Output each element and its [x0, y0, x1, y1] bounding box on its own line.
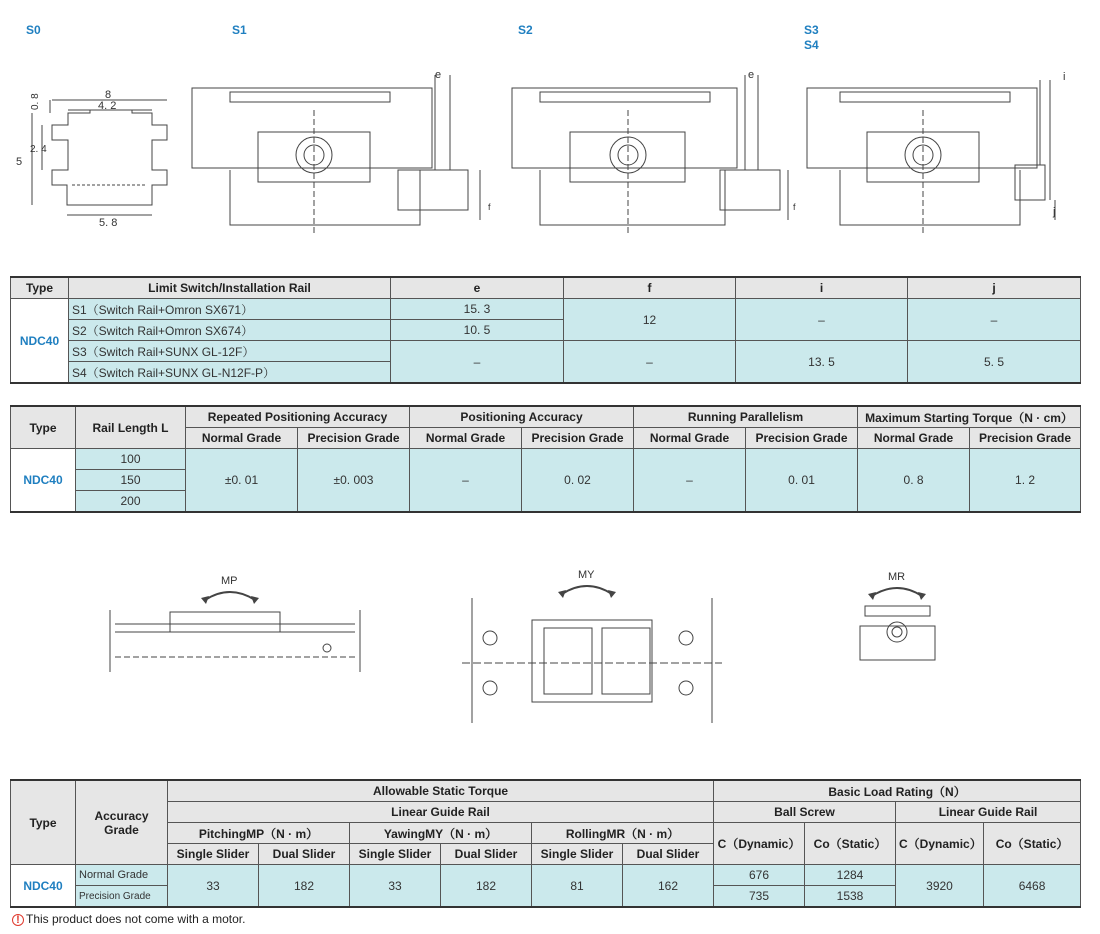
t1-header-rail: Limit Switch/Installation Rail: [69, 277, 391, 299]
t2-header-precision: Precision Grade: [298, 428, 410, 449]
t3-header-lg-co: Co（Static）: [984, 823, 1081, 865]
t2-length-200: 200: [76, 491, 186, 513]
motor-note: [12, 912, 245, 926]
t1-j-s1s2: –: [908, 299, 1081, 341]
t3-pitch-dual: 182: [259, 865, 350, 908]
rolling-moment-diagram: [850, 568, 950, 668]
t3-header-single: Single Slider: [532, 844, 623, 865]
t2-parallel-normal: –: [634, 449, 746, 513]
s2-cross-section-drawing: [510, 70, 800, 240]
t1-rail-s4: S4（Switch Rail+SUNX GL-N12F-P）: [69, 362, 391, 384]
t1-j-s3s4: 5. 5: [908, 341, 1081, 384]
label-s0: S0: [26, 23, 41, 37]
t3-header-ball-screw: Ball Screw: [714, 802, 896, 823]
t2-length-100: 100: [76, 449, 186, 470]
t2-repeated-precision: ±0. 003: [298, 449, 410, 513]
t3-header-single: Single Slider: [350, 844, 441, 865]
load-rating-table: [10, 779, 1081, 908]
t2-header-normal: Normal Grade: [186, 428, 298, 449]
s1-dim-f: f: [488, 202, 491, 212]
s1-dim-e: e: [435, 69, 442, 81]
t3-header-bs-co: Co（Static）: [805, 823, 896, 865]
s0-rail-profile-drawing: [12, 80, 182, 230]
t3-header-single: Single Slider: [168, 844, 259, 865]
t3-roll-single: 81: [532, 865, 623, 908]
t1-i-s3s4: 13. 5: [736, 341, 908, 384]
s3-s4-cross-section-drawing: [805, 70, 1085, 240]
label-s1: S1: [232, 23, 247, 37]
s0-dim-8: 8: [105, 89, 112, 101]
t3-grade-normal: Normal Grade: [76, 865, 168, 886]
t2-header-normal: Normal Grade: [634, 428, 746, 449]
s0-dim-0-8: 0. 8: [30, 93, 41, 110]
t3-bs-c-precision: 735: [714, 886, 805, 908]
t3-header-load-rating: Basic Load Rating（N）: [714, 780, 1081, 802]
t1-header-f: f: [564, 277, 736, 299]
label-s2: S2: [518, 23, 533, 37]
t2-length-150: 150: [76, 470, 186, 491]
s0-dim-5-8: 5. 8: [99, 217, 118, 229]
t2-torque-normal: 0. 8: [858, 449, 970, 513]
t3-header-pitching: PitchingMP（N · m）: [168, 823, 350, 844]
t3-type: NDC40: [11, 865, 76, 908]
limit-switch-table: [10, 276, 1081, 384]
my-label: MY: [578, 569, 595, 581]
t2-repeated-normal: ±0. 01: [186, 449, 298, 513]
motor-note-text: This product does not come with a motor.: [26, 912, 246, 926]
t1-type: NDC40: [11, 299, 69, 384]
t3-header-accuracy: Accuracy Grade: [76, 780, 168, 865]
t3-header-bs-c: C（Dynamic）: [714, 823, 805, 865]
s2-dim-e: e: [748, 69, 755, 81]
t3-pitch-single: 33: [168, 865, 259, 908]
s0-dim-5: 5: [16, 156, 23, 168]
t1-header-e: e: [391, 277, 564, 299]
t3-grade-precision: Precision Grade: [76, 886, 168, 908]
t3-bs-co-precision: 1538: [805, 886, 896, 908]
t2-header-repeated: Repeated Positioning Accuracy: [186, 406, 410, 428]
s2-dim-f: f: [793, 202, 796, 212]
t3-lg-c: 3920: [896, 865, 984, 908]
s0-dim-4-2: 4. 2: [98, 100, 117, 112]
warning-icon: !: [12, 914, 24, 926]
t2-header-precision: Precision Grade: [522, 428, 634, 449]
t2-positioning-precision: 0. 02: [522, 449, 634, 513]
mp-label: MP: [221, 575, 238, 587]
t3-header-linear-guide: Linear Guide Rail: [168, 802, 714, 823]
t1-e-s1: 15. 3: [391, 299, 564, 320]
t2-positioning-normal: –: [410, 449, 522, 513]
t1-rail-s2: S2（Switch Rail+Omron SX674）: [69, 320, 391, 341]
t3-header-type: Type: [11, 780, 76, 865]
t1-rail-s1: S1（Switch Rail+Omron SX671）: [69, 299, 391, 320]
mr-label: MR: [888, 571, 906, 583]
t2-header-normal: Normal Grade: [858, 428, 970, 449]
t3-header-yawing: YawingMY（N · m）: [350, 823, 532, 844]
t3-header-lg-c: C（Dynamic）: [896, 823, 984, 865]
s1-cross-section-drawing: [190, 70, 500, 240]
t1-e-s2: 10. 5: [391, 320, 564, 341]
t3-roll-dual: 162: [623, 865, 714, 908]
t1-i-s1s2: –: [736, 299, 908, 341]
label-s4: S4: [804, 38, 819, 52]
t3-header-static-torque: Allowable Static Torque: [168, 780, 714, 802]
t1-rail-s3: S3（Switch Rail+SUNX GL-12F）: [69, 341, 391, 362]
t3-header-rolling: RollingMR（N · m）: [532, 823, 714, 844]
t1-header-i: i: [736, 277, 908, 299]
t2-header-parallelism: Running Parallelism: [634, 406, 858, 428]
t2-header-precision: Precision Grade: [746, 428, 858, 449]
t2-header-torque: Maximum Starting Torque（N · cm）: [858, 406, 1081, 428]
t1-header-type: Type: [11, 277, 69, 299]
t3-yaw-dual: 182: [441, 865, 532, 908]
t2-torque-precision: 1. 2: [970, 449, 1081, 513]
t3-header-dual: Dual Slider: [259, 844, 350, 865]
t1-f-s3s4: –: [564, 341, 736, 384]
t2-header-rail-length: Rail Length L: [76, 406, 186, 449]
t3-header-dual: Dual Slider: [441, 844, 532, 865]
t3-bs-c-normal: 676: [714, 865, 805, 886]
s3-dim-i: i: [1063, 71, 1066, 83]
t2-parallel-precision: 0. 01: [746, 449, 858, 513]
label-s3: S3: [804, 23, 819, 37]
t1-e-s3s4: –: [391, 341, 564, 384]
t2-header-positioning: Positioning Accuracy: [410, 406, 634, 428]
t3-bs-co-normal: 1284: [805, 865, 896, 886]
t2-header-type: Type: [11, 406, 76, 449]
accuracy-table: [10, 405, 1081, 513]
s0-dim-2-4: 2. 4: [30, 144, 47, 155]
yawing-moment-diagram: [462, 568, 722, 728]
t2-header-precision: Precision Grade: [970, 428, 1081, 449]
s3-dim-j: j: [1053, 206, 1056, 218]
t3-lg-co: 6468: [984, 865, 1081, 908]
t1-header-j: j: [908, 277, 1081, 299]
t3-yaw-single: 33: [350, 865, 441, 908]
t3-header-dual: Dual Slider: [623, 844, 714, 865]
pitching-moment-diagram: [105, 572, 365, 682]
t2-header-normal: Normal Grade: [410, 428, 522, 449]
t2-type: NDC40: [11, 449, 76, 513]
t1-f-s1s2: 12: [564, 299, 736, 341]
t3-header-linear-guide-rail: Linear Guide Rail: [896, 802, 1081, 823]
